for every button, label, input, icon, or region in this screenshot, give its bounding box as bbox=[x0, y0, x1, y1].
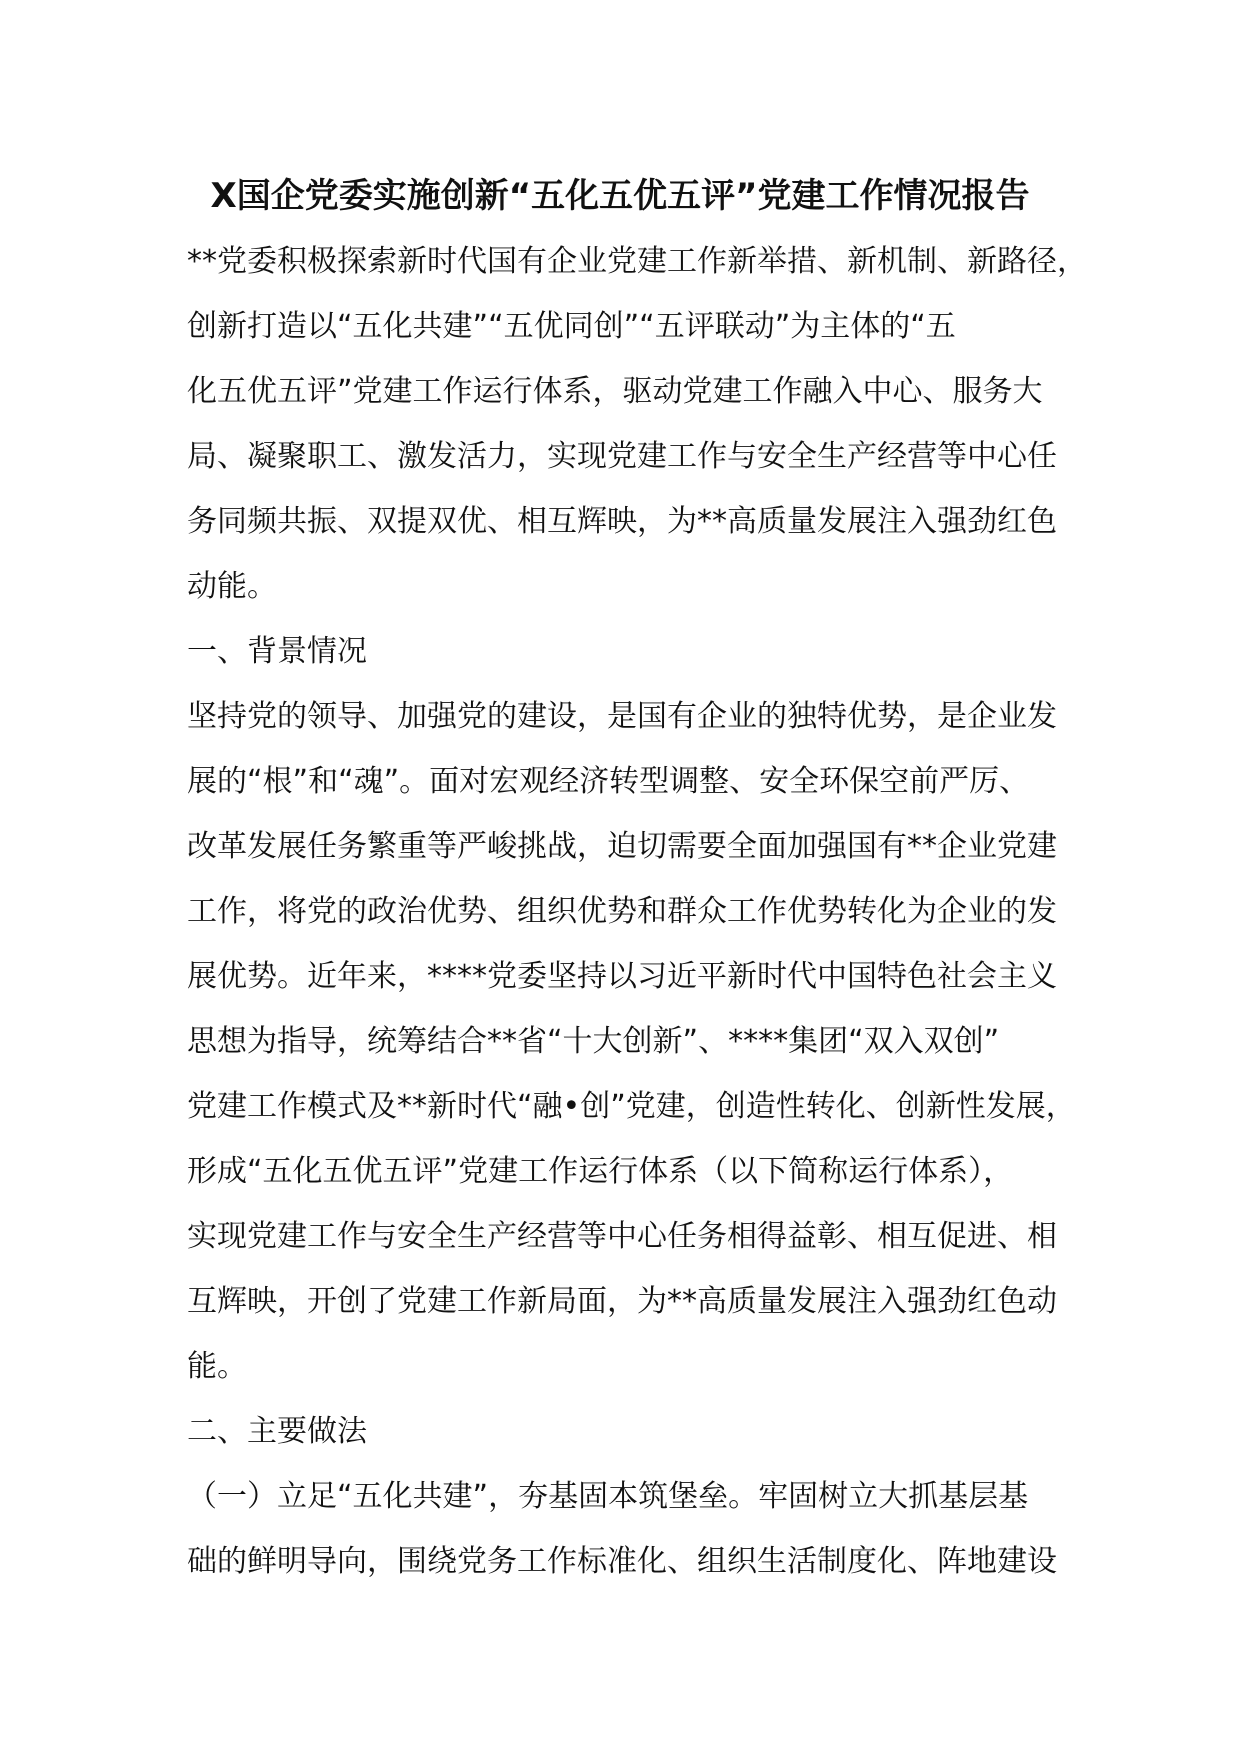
body-line: 化五优五评”党建工作运行体系，驱动党建工作融入中心、服务大 bbox=[187, 374, 1043, 409]
body-line: 创新打造以“五化共建”“五优同创”“五评联动”为主体的“五 bbox=[187, 309, 956, 344]
body-line: 坚持党的领导、加强党的建设，是国有企业的独特优势，是企业发 bbox=[187, 699, 1057, 734]
body-line: 础的鲜明导向，围绕党务工作标准化、组织生活制度化、阵地建设 bbox=[187, 1544, 1057, 1579]
body-line: 局、凝聚职工、激发活力，实现党建工作与安全生产经营等中心任 bbox=[187, 439, 1057, 474]
section-heading: 二、主要做法 bbox=[187, 1414, 367, 1449]
body-line: 务同频共振、双提双优、相互辉映，为**高质量发展注入强劲红色 bbox=[187, 504, 1057, 539]
body-line: 工作，将党的政治优势、组织优势和群众工作优势转化为企业的发 bbox=[187, 894, 1057, 929]
body-line: 实现党建工作与安全生产经营等中心任务相得益彰、相互促进、相 bbox=[187, 1219, 1057, 1254]
body-line: （一）立足“五化共建”，夯基固本筑堡垒。牢固树立大抓基层基 bbox=[187, 1479, 1029, 1514]
body-line: 形成“五化五优五评”党建工作运行体系（以下简称运行体系）， bbox=[187, 1154, 1014, 1189]
body-line: 改革发展任务繁重等严峻挑战，迫切需要全面加强国有**企业党建 bbox=[187, 829, 1057, 864]
body-line: 互辉映，开创了党建工作新局面，为**高质量发展注入强劲红色动 bbox=[187, 1284, 1057, 1319]
body-line: 党建工作模式及**新时代“融•创”党建，创造性转化、创新性发展， bbox=[187, 1089, 1076, 1124]
body-line: 动能。 bbox=[187, 569, 277, 604]
document-body bbox=[187, 229, 1087, 1594]
body-line: 能。 bbox=[187, 1349, 247, 1384]
body-line: 展优势。近年来，****党委坚持以习近平新时代中国特色社会主义 bbox=[187, 959, 1057, 994]
body-line: 思想为指导，统筹结合**省“十大创新”、****集团“双入双创” bbox=[187, 1024, 1000, 1059]
body-line: 展的“根”和“魂”。面对宏观经济转型调整、安全环保空前严厉、 bbox=[187, 764, 1030, 799]
section-heading: 一、背景情况 bbox=[187, 634, 367, 669]
body-line: **党委积极探索新时代国有企业党建工作新举措、新机制、新路径， bbox=[187, 244, 1087, 279]
document-title: X国企党委实施创新“五化五优五评”党建工作情况报告 bbox=[210, 176, 1030, 216]
